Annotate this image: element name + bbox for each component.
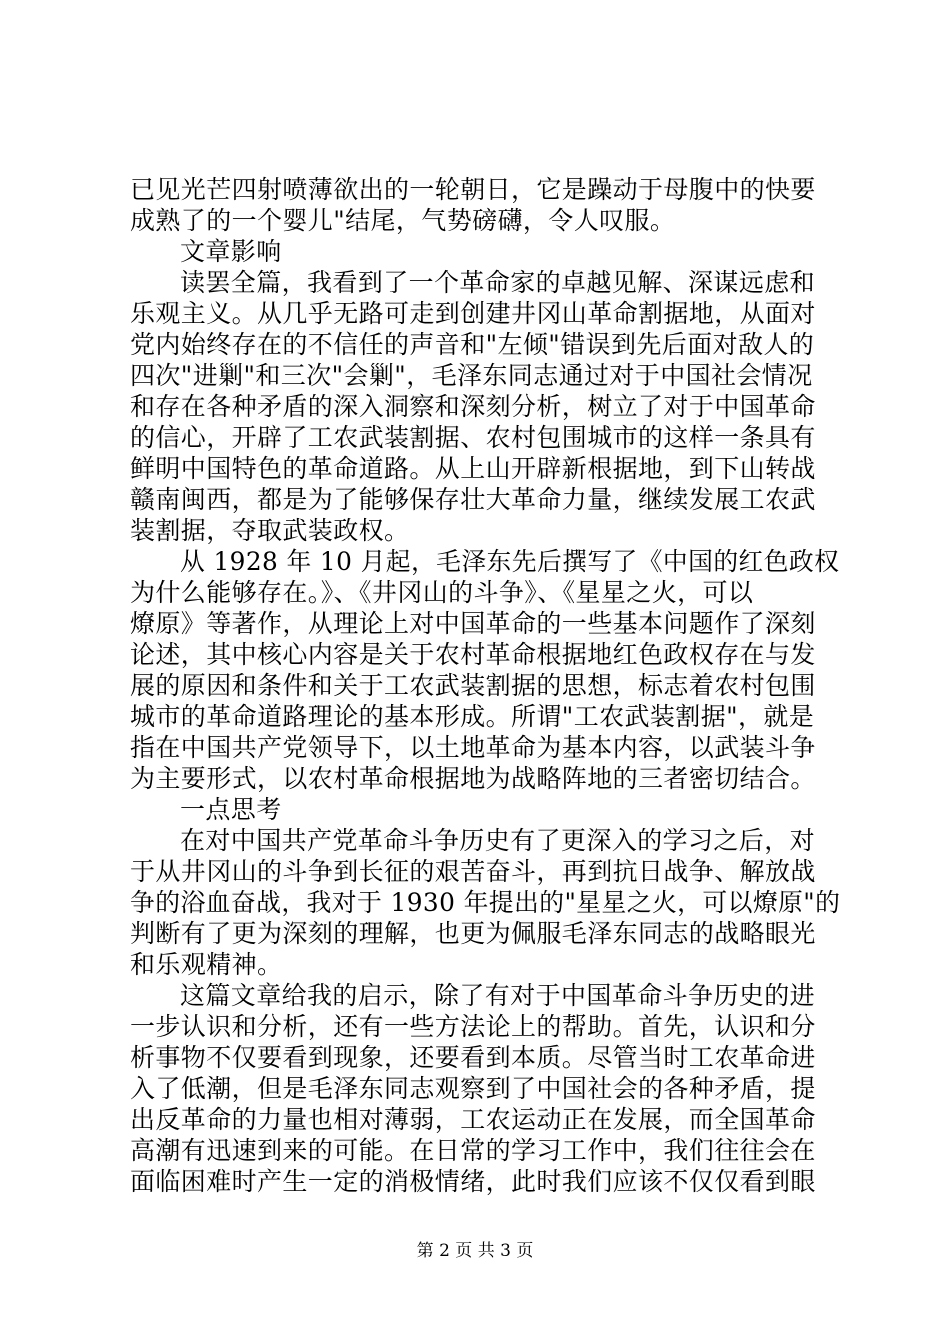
text-line: 判断有了更为深刻的理解，也更为佩服毛泽东同志的战略眼光 xyxy=(130,919,816,948)
text-line: 展的原因和条件和关于工农武装割据的思想，标志着农村包围 xyxy=(130,671,816,700)
section-heading: 文章影响 xyxy=(180,237,282,266)
text-line: 在对中国共产党革命斗争历史有了更深入的学习之后，对 xyxy=(180,826,816,855)
text-line: 一步认识和分析，还有一些方法论上的帮助。首先，认识和分 xyxy=(130,1012,816,1041)
text-line: 读罢全篇，我看到了一个革命家的卓越见解、深谋远虑和 xyxy=(180,268,816,297)
page-footer: 第 2 页 共 3 页 xyxy=(416,1241,534,1261)
text-line: 入了低潮，但是毛泽东同志观察到了中国社会的各种矛盾，提 xyxy=(130,1074,816,1103)
text-line: 和存在各种矛盾的深入洞察和深刻分析，树立了对于中国革命 xyxy=(130,392,816,421)
text-line: 高潮有迅速到来的可能。在日常的学习工作中，我们往往会在 xyxy=(130,1136,816,1165)
text-line: 已见光芒四射喷薄欲出的一轮朝日，它是躁动于母腹中的快要 xyxy=(130,175,816,204)
section-heading: 一点思考 xyxy=(180,795,282,824)
text-line: 成熟了的一个婴儿"结尾，气势磅礴，令人叹服。 xyxy=(130,206,676,235)
text-line: 指在中国共产党领导下，以土地革命为基本内容，以武装斗争 xyxy=(130,733,816,762)
text-line: 燎原》等著作，从理论上对中国革命的一些基本问题作了深刻 xyxy=(130,609,816,638)
text-line: 这篇文章给我的启示，除了有对于中国革命斗争历史的进 xyxy=(180,981,816,1010)
text-line: 面临困难时产生一定的消极情绪，此时我们应该不仅仅看到眼 xyxy=(130,1167,816,1196)
text-line: 为什么能够存在。》、《井冈山的斗争》、《星星之火，可以 xyxy=(130,578,754,607)
text-line: 党内始终存在的不信任的声音和"左倾"错误到先后面对敌人的 xyxy=(130,330,815,359)
text-line: 的信心，开辟了工农武装割据、农村包围城市的这样一条具有 xyxy=(130,423,816,452)
text-line: 赣南闽西，都是为了能够保存壮大革命力量，继续发展工农武 xyxy=(130,485,816,514)
text-line: 析事物不仅要看到现象，还要看到本质。尽管当时工农革命进 xyxy=(130,1043,816,1072)
text-line: 为主要形式，以农村革命根据地为战略阵地的三者密切结合。 xyxy=(130,764,816,793)
text-line: 争的浴血奋战，我对于 1930 年提出的"星星之火，可以燎原"的 xyxy=(130,888,841,917)
text-line: 从 1928 年 10 月起，毛泽东先后撰写了《中国的红色政权 xyxy=(180,547,840,576)
text-line: 乐观主义。从几乎无路可走到创建井冈山革命割据地，从面对 xyxy=(130,299,816,328)
text-line: 和乐观精神。 xyxy=(130,950,283,979)
text-line: 四次"进剿"和三次"会剿"，毛泽东同志通过对于中国社会情况 xyxy=(130,361,813,390)
text-line: 于从井冈山的斗争到长征的艰苦奋斗，再到抗日战争、解放战 xyxy=(130,857,816,886)
text-line: 城市的革命道路理论的基本形成。所谓"工农武装割据"，就是 xyxy=(130,702,815,731)
text-line: 鲜明中国特色的革命道路。从上山开辟新根据地，到下山转战 xyxy=(130,454,816,483)
text-line: 装割据，夺取武装政权。 xyxy=(130,516,410,545)
text-line: 出反革命的力量也相对薄弱，工农运动正在发展，而全国革命 xyxy=(130,1105,816,1134)
text-line: 论述，其中核心内容是关于农村革命根据地红色政权存在与发 xyxy=(130,640,816,669)
